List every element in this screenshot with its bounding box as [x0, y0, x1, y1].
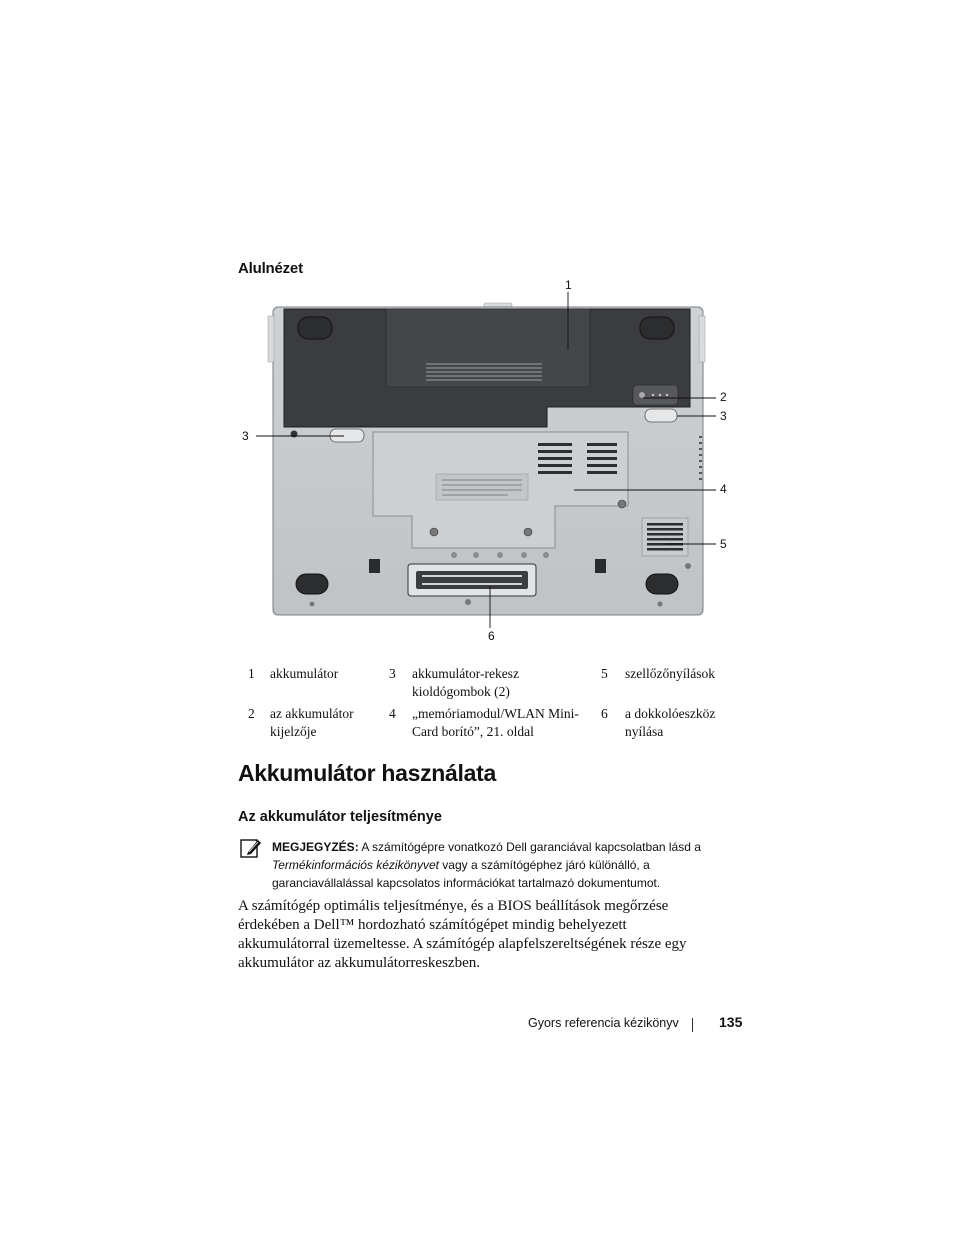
legend-num: 4 — [389, 706, 396, 721]
callout-3-left: 3 — [242, 429, 249, 443]
note-text-before: A számítógépre vonatkozó Dell garanciával kapcsolatban lásd a — [358, 840, 701, 854]
pencil-note-icon — [240, 837, 262, 859]
callout-1: 1 — [565, 278, 572, 292]
legend-num: 5 — [601, 666, 608, 681]
legend-text: az akkumulátor kijelzője — [270, 706, 354, 739]
legend-num: 3 — [389, 666, 396, 681]
legend-num: 6 — [601, 706, 608, 721]
legend-num: 2 — [248, 706, 255, 721]
laptop-bottom-view-figure — [240, 276, 740, 648]
legend-text: „memóriamodul/WLAN Mini-Card borító”, 21. oldal — [412, 706, 579, 739]
legend-text: akkumulátor-rekesz kioldógombok (2) — [412, 666, 519, 699]
main-heading: Akkumulátor használata — [238, 760, 496, 786]
sub-heading: Az akkumulátor teljesítménye — [238, 809, 442, 825]
legend-text: a dokkolóeszköz nyílása — [625, 706, 716, 739]
legend-text: akkumulátor — [270, 666, 339, 681]
callout-5: 5 — [720, 537, 727, 551]
callout-2: 2 — [720, 390, 727, 404]
page-number: 135 — [719, 1014, 743, 1030]
laptop-bottom-illustration — [240, 276, 740, 648]
legend-num: 1 — [248, 666, 255, 681]
section-heading: Alulnézet — [238, 260, 303, 277]
note-label: MEGJEGYZÉS: — [272, 840, 359, 854]
legend-text: szellőzőnyílások — [625, 666, 715, 681]
note-text-after: vagy a számítógéphez járó különálló, a garanciavállalással kapcsolatos információkat tartalmazó dokumentumot. — [272, 858, 661, 890]
body-paragraph: A számítógép optimális teljesítménye, és a BIOS beállítások megőrzése érdekében a Dell™ hordozható számítógépet mindig behelyezett akkumulátorral üzemeltesse. A számítógép alapfelszereltségének része egy akkumulátor az akkumulátorreskeszben. — [238, 898, 687, 971]
callout-3-right: 3 — [720, 409, 727, 423]
footer-separator — [692, 1018, 693, 1032]
note-italic-reference: Termékinformációs kézikönyvet — [272, 858, 439, 872]
footer-book-title: Gyors referencia kézikönyv — [528, 1016, 679, 1030]
callout-6: 6 — [488, 629, 495, 643]
callout-4: 4 — [720, 482, 727, 496]
note-block — [272, 838, 747, 892]
